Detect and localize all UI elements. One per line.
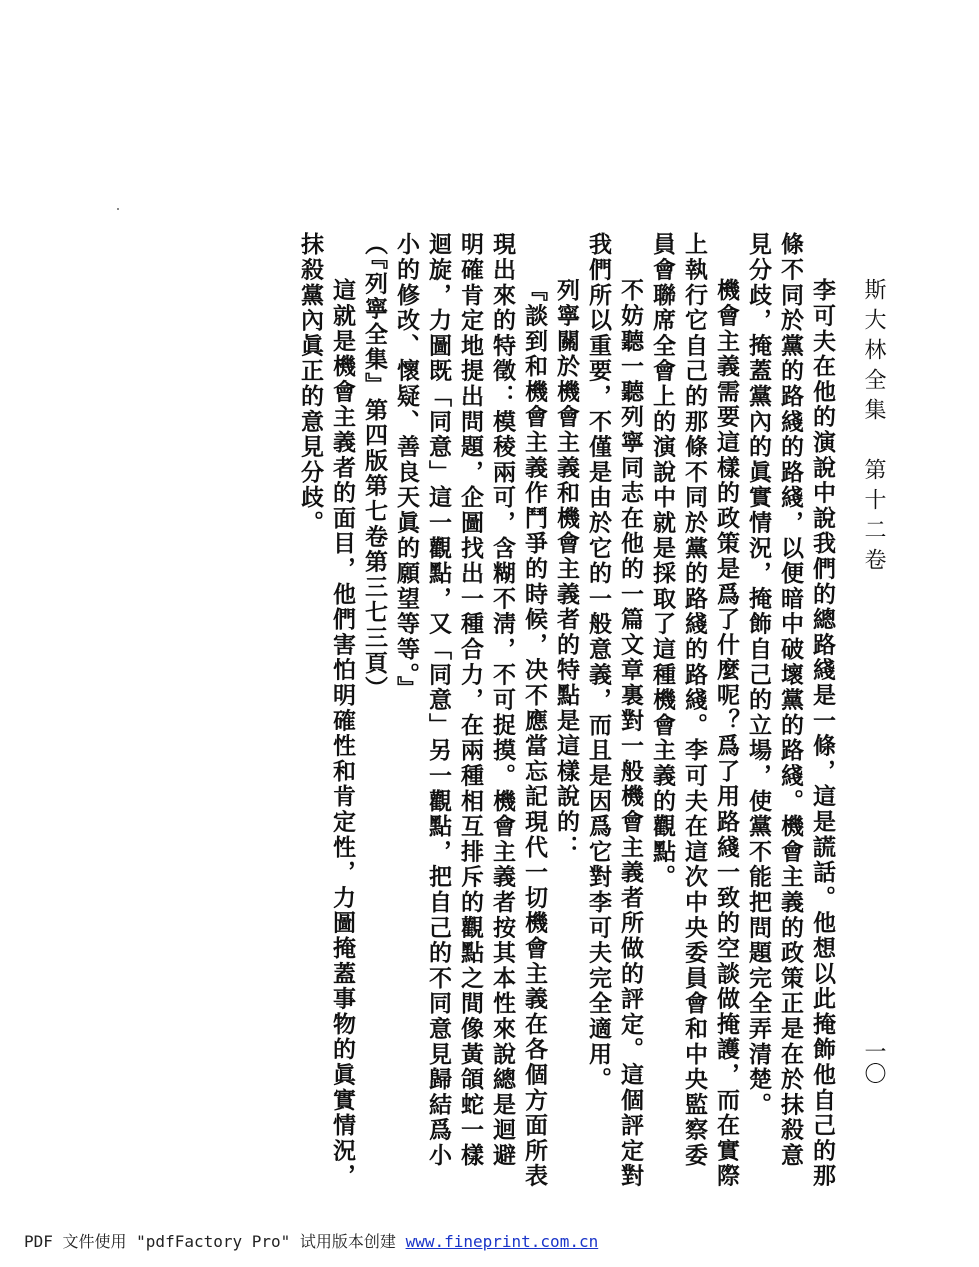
paragraph-3: 不妨聽一聽列寧同志在他的一篇文章裏對一般機會主義者所做的評定。這個評定對我們所以重要，不僅是由於它的一般意義，而且是因爲它對李可夫完全適用。 [585, 232, 644, 1189]
paragraph-2: 機會主義需要這樣的政策是爲了什麼呢？爲了用路綫一致的空談做掩護，而在實際上執行它自己的那條不同於黨的路綫的路綫。李可夫在這次中央委員會和中央監察委員會聯席全會上的演說中就是採取了這種機會主義的觀點。 [649, 232, 740, 1189]
closing-paragraph: 這就是機會主義者的面目，他們害怕明確性和肯定性，力圖掩蓋事物的眞實情況，抹殺黨內眞正的意見分歧。 [297, 232, 356, 1189]
scan-speck [117, 208, 119, 210]
lenin-quote: 『談到和機會主義作鬥爭的時候，决不應當忘記現代一切機會主義在各個方面所表現出來的特徵：模稜兩可，含糊不淸，不可捉摸。機會主義者按其本性來說總是迴避明確肯定地提出問題，企圖找出一種合力，在兩種相互排斥的觀點之間像黃頜蛇一樣迴旋，力圖既「同意」這一觀點，又「同意」另一觀點，把自己的不同意見歸結爲小小的修改、懷疑、善良天眞的願望等等。』 [393, 232, 548, 1189]
paragraph-1: 李可夫在他的演說中說我們的總路綫是一條，這是謊話。他想以此掩飾他自己的那條不同於黨的路綫的路綫，以便暗中破壞黨的路綫。機會主義的政策正是在於抹殺意見分歧，掩蓋黨內的眞實情況，掩飾自己的立場，使黨不能把問題完全弄清楚。 [745, 232, 836, 1189]
pdf-footer [24, 1230, 598, 1254]
footer-link[interactable]: www.fineprint.com.cn [405, 1232, 599, 1251]
paragraph-4: 列寧關於機會主義和機會主義者的特點是這樣說的： [553, 278, 580, 860]
page-number: 一〇 [861, 1040, 886, 1084]
quote-citation: （『列寧全集』第四版第七卷第三七三頁） [361, 232, 388, 702]
vertical-text-body [148, 232, 838, 1192]
running-head: 斯大林全集 第十二卷 [861, 278, 886, 578]
footer-text: PDF 文件使用 "pdfFactory Pro" 试用版本创建 [24, 1232, 406, 1251]
